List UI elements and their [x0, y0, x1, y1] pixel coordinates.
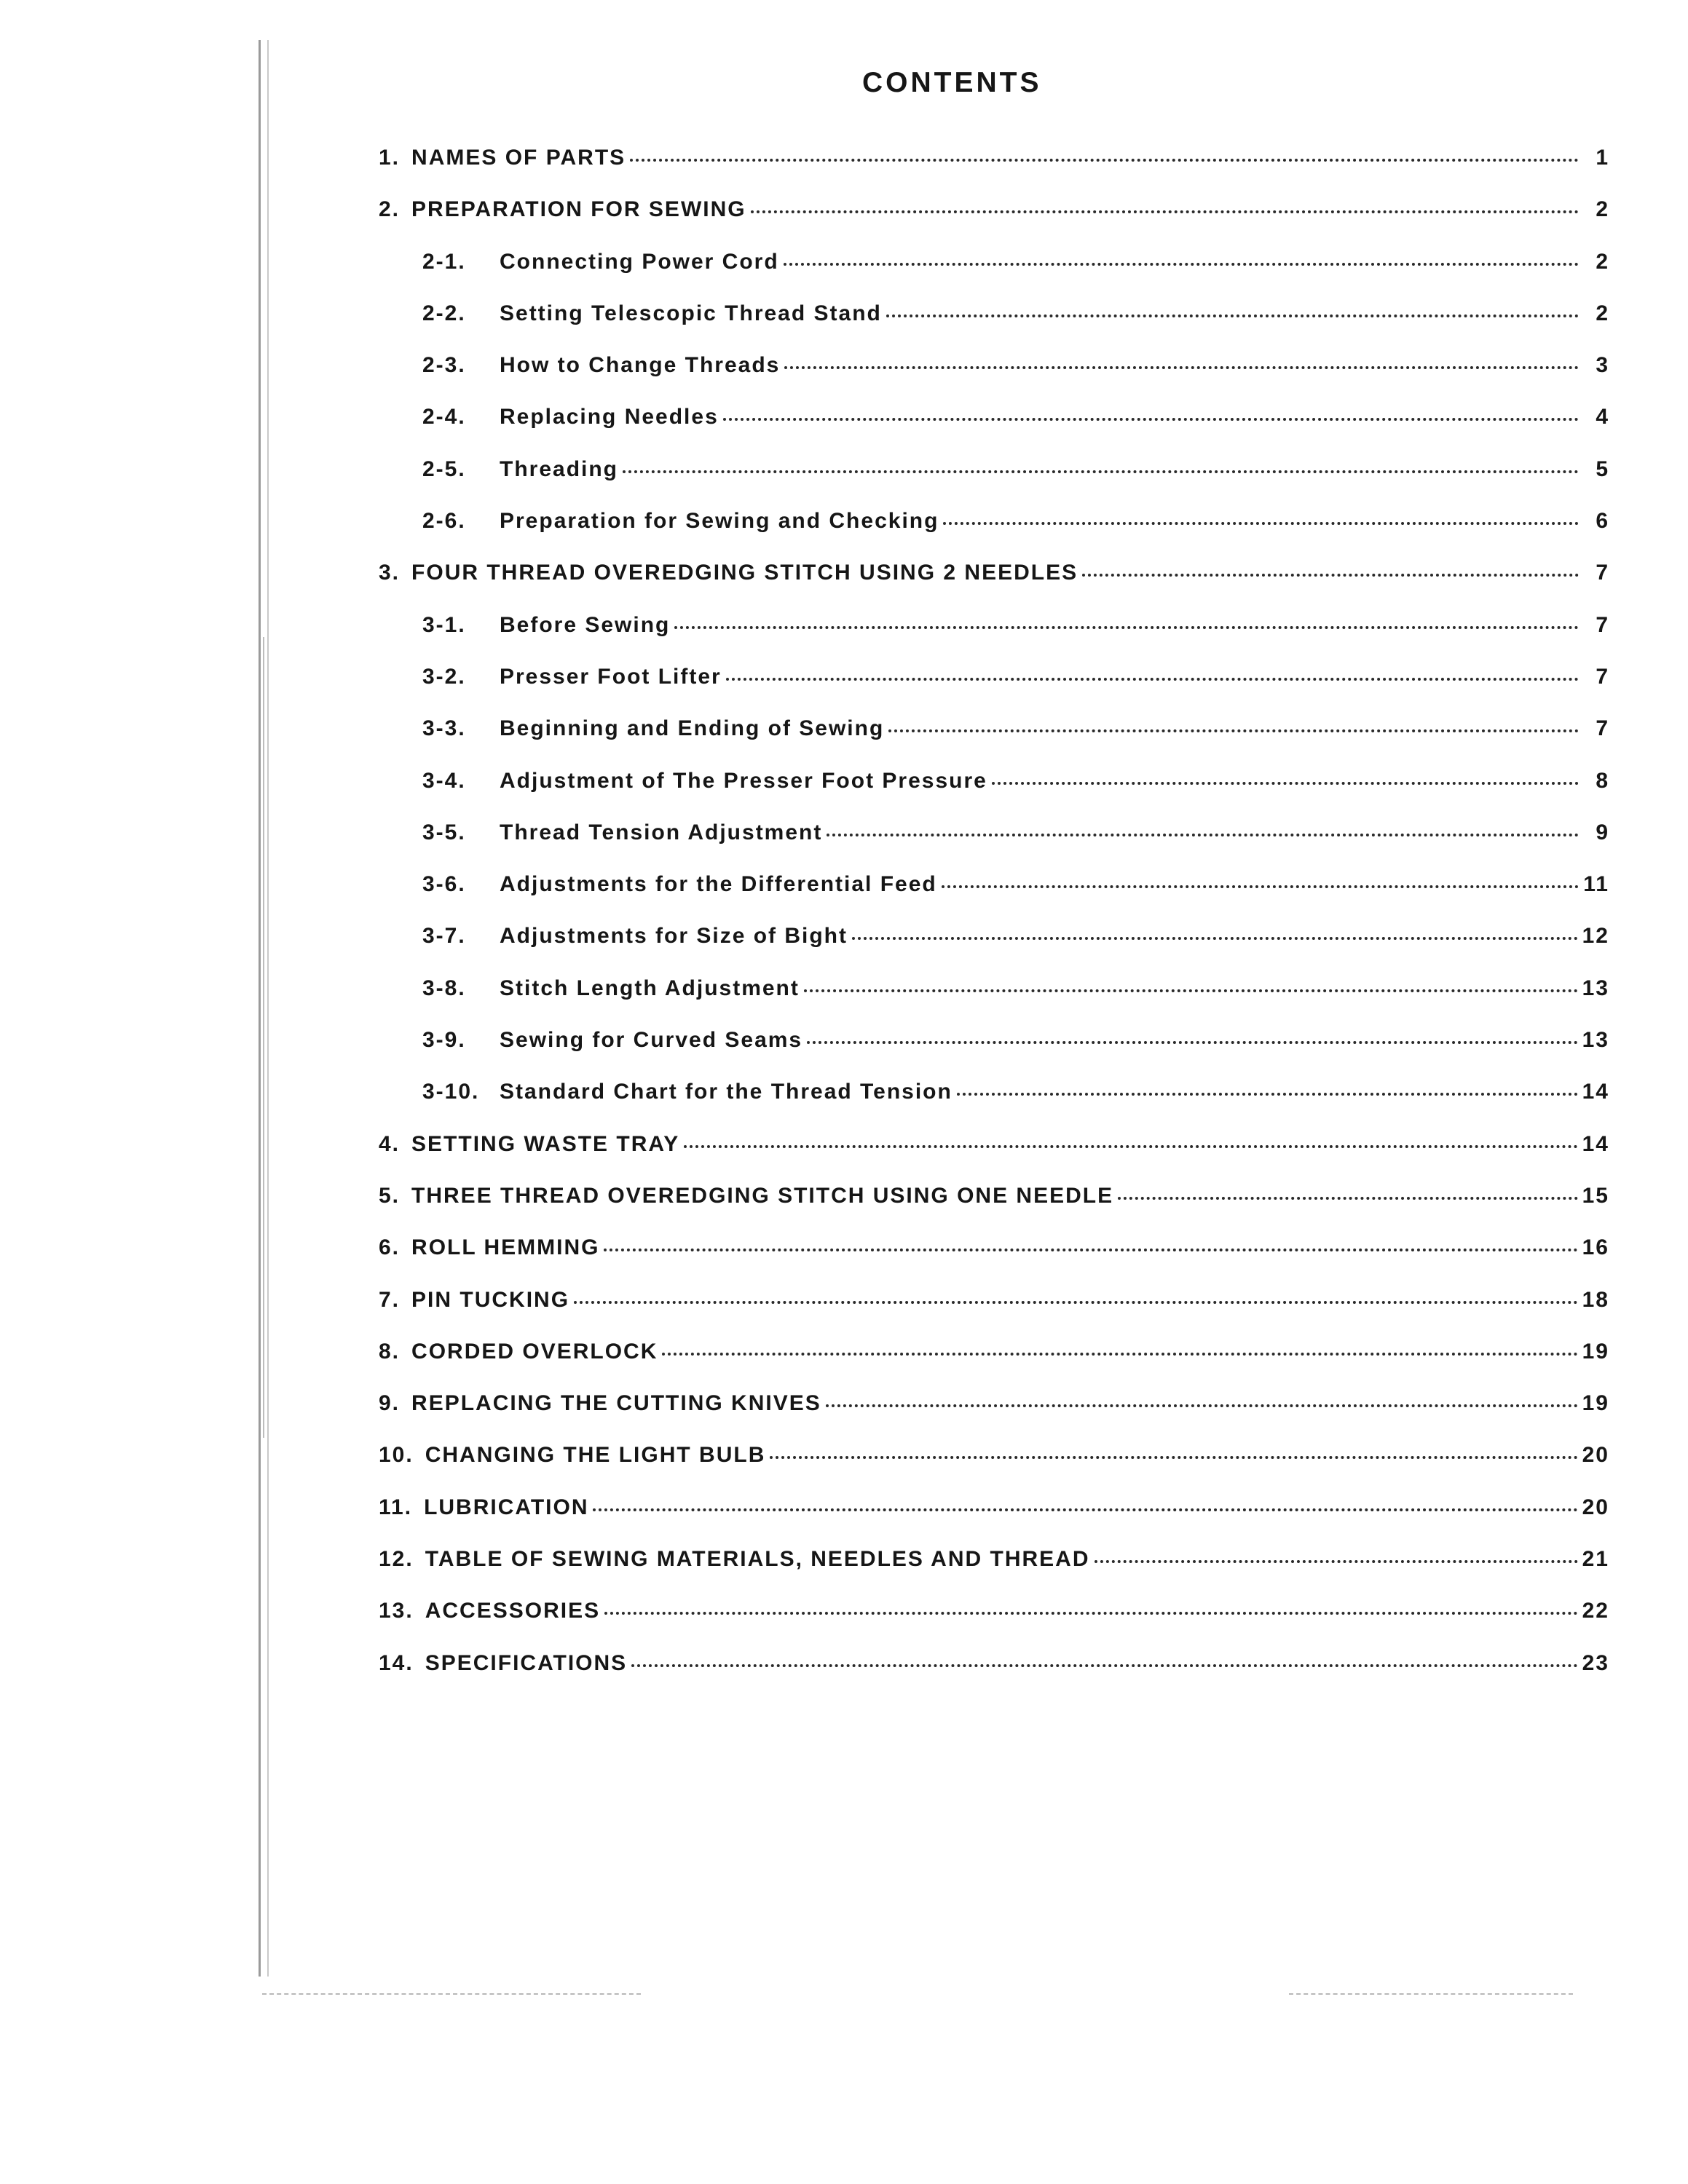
toc-entry[interactable] [379, 1651, 1609, 1703]
toc-entry-number: 3-3. [422, 716, 466, 741]
dot-leader [630, 159, 1579, 162]
toc-entry[interactable] [379, 457, 1609, 509]
toc-entry-label: Replacing Needles [500, 405, 719, 430]
toc-entry-label: Sewing for Curved Seams [500, 1028, 803, 1053]
toc-entry-label: THREE THREAD OVEREDGING STITCH USING ONE NEEDLE [411, 1183, 1114, 1208]
dot-leader [826, 1404, 1578, 1407]
dot-leader [662, 1353, 1577, 1356]
toc-entry-number: 6. [379, 1235, 401, 1260]
toc-entry-number: 13. [379, 1599, 414, 1623]
toc-entry[interactable] [379, 1080, 1609, 1131]
toc-entry-number: 3-5. [422, 820, 466, 844]
toc-entry-number: 2-5. [422, 456, 466, 481]
toc-entry-number: 3-4. [422, 768, 466, 793]
dot-leader [957, 1093, 1578, 1096]
toc-entry[interactable] [379, 1235, 1609, 1287]
dot-leader [770, 1456, 1577, 1459]
toc-entry-page-number: 2 [1596, 197, 1609, 222]
toc-entry[interactable] [379, 197, 1609, 249]
toc-entry-page-number: 4 [1596, 405, 1609, 430]
dot-leader [623, 470, 1579, 473]
toc-entry[interactable] [379, 1340, 1609, 1391]
dot-leader [992, 782, 1579, 785]
toc-entry[interactable] [379, 976, 1609, 1028]
toc-entry-number: 3-8. [422, 976, 466, 1000]
toc-entry-number: 9. [379, 1391, 401, 1416]
toc-entry-number: 7. [379, 1287, 401, 1312]
toc-entry-page-number: 9 [1596, 820, 1609, 844]
dot-leader [723, 418, 1579, 421]
toc-entry-label: CHANGING THE LIGHT BULB [425, 1443, 766, 1468]
toc-entry-label: Preparation for Sewing and Checking [500, 509, 939, 534]
toc-entry[interactable] [379, 353, 1609, 405]
toc-entry-label: Adjustments for Size of Bight [500, 924, 848, 949]
toc-entry[interactable] [379, 1599, 1609, 1650]
toc-entry-label: REPLACING THE CUTTING KNIVES [411, 1391, 821, 1416]
toc-entry-page-number: 16 [1582, 1235, 1609, 1260]
dot-leader [674, 626, 1579, 629]
dot-leader [684, 1145, 1577, 1148]
toc-entry-label: PIN TUCKING [411, 1287, 570, 1312]
toc-entry[interactable] [379, 1132, 1609, 1184]
toc-entry-page-number: 19 [1582, 1339, 1609, 1364]
toc-entry-label: NAMES OF PARTS [411, 146, 626, 170]
toc-entry[interactable] [379, 250, 1609, 301]
page-binding-edge [259, 40, 269, 1977]
toc-entry[interactable] [379, 1391, 1609, 1443]
toc-entry-number: 10. [379, 1443, 414, 1468]
toc-entry-number: 1. [379, 146, 401, 170]
table-of-contents [379, 146, 1609, 1703]
toc-entry-label: Beginning and Ending of Sewing [500, 716, 885, 741]
toc-entry-label: How to Change Threads [500, 353, 781, 378]
toc-entry-label: Threading [500, 456, 619, 481]
toc-entry-label: CORDED OVERLOCK [411, 1339, 658, 1364]
toc-entry[interactable] [379, 1028, 1609, 1080]
dot-leader [1082, 574, 1579, 577]
toc-entry-page-number: 23 [1582, 1650, 1609, 1675]
scan-edge-right [1289, 1993, 1573, 1995]
toc-entry-label: Adjustment of The Presser Foot Pressure [500, 768, 987, 793]
toc-entry-page-number: 20 [1582, 1495, 1609, 1519]
toc-entry-number: 3-2. [422, 664, 466, 689]
dot-leader [1095, 1560, 1578, 1563]
toc-entry-label: ACCESSORIES [425, 1599, 601, 1623]
toc-entry-page-number: 5 [1596, 456, 1609, 481]
toc-entry-label: Stitch Length Adjustment [500, 976, 800, 1000]
toc-entry-label: Setting Telescopic Thread Stand [500, 301, 882, 325]
toc-entry[interactable] [379, 1184, 1609, 1235]
toc-entry-number: 3-1. [422, 612, 466, 637]
toc-entry-number: 3-9. [422, 1028, 466, 1053]
toc-entry[interactable] [379, 1495, 1609, 1547]
toc-entry-number: 5. [379, 1183, 401, 1208]
toc-entry-number: 14. [379, 1650, 414, 1675]
dot-leader [604, 1612, 1578, 1615]
toc-entry-page-number: 7 [1596, 561, 1609, 585]
toc-entry-page-number: 14 [1582, 1080, 1609, 1104]
toc-entry[interactable] [379, 301, 1609, 353]
toc-entry-page-number: 11 [1583, 872, 1609, 897]
toc-entry[interactable] [379, 405, 1609, 456]
toc-entry-page-number: 7 [1596, 716, 1609, 741]
toc-entry-page-number: 14 [1582, 1131, 1609, 1156]
toc-entry[interactable] [379, 716, 1609, 768]
toc-entry-number: 2-6. [422, 509, 466, 534]
toc-entry-page-number: 2 [1596, 249, 1609, 274]
toc-entry[interactable] [379, 613, 1609, 665]
toc-entry[interactable] [379, 872, 1609, 924]
toc-entry-page-number: 7 [1596, 612, 1609, 637]
toc-entry-number: 11. [379, 1495, 413, 1519]
dot-leader [942, 885, 1579, 888]
dot-leader [943, 522, 1579, 525]
toc-entry-page-number: 15 [1582, 1183, 1609, 1208]
dot-leader [631, 1664, 1577, 1667]
dot-leader [726, 678, 1579, 681]
dot-leader [807, 1041, 1578, 1044]
toc-entry-page-number: 7 [1596, 664, 1609, 689]
toc-entry[interactable] [379, 1443, 1609, 1495]
toc-entry-number: 3-6. [422, 872, 466, 897]
toc-entry-page-number: 19 [1582, 1391, 1609, 1416]
dot-leader [886, 314, 1579, 317]
toc-entry-page-number: 6 [1596, 509, 1609, 534]
dot-leader [574, 1301, 1578, 1304]
toc-entry[interactable] [379, 1288, 1609, 1340]
toc-entry-label: Connecting Power Cord [500, 249, 779, 274]
toc-entry-number: 3-10. [422, 1080, 480, 1104]
toc-entry-page-number: 13 [1582, 976, 1609, 1000]
toc-entry[interactable] [379, 561, 1609, 612]
toc-entry-page-number: 8 [1596, 768, 1609, 793]
toc-entry[interactable] [379, 509, 1609, 561]
toc-entry-label: SETTING WASTE TRAY [411, 1131, 680, 1156]
toc-entry-number: 3-7. [422, 924, 466, 949]
dot-leader [852, 937, 1578, 940]
toc-entry[interactable] [379, 820, 1609, 872]
toc-entry[interactable] [379, 924, 1609, 976]
toc-entry-label: ROLL HEMMING [411, 1235, 600, 1260]
toc-entry-label: TABLE OF SEWING MATERIALS, NEEDLES AND THREAD [425, 1547, 1090, 1572]
toc-entry-label: PREPARATION FOR SEWING [411, 197, 746, 222]
toc-entry-page-number: 1 [1596, 146, 1609, 170]
toc-entry-number: 2-3. [422, 353, 466, 378]
toc-entry-label: SPECIFICATIONS [425, 1650, 628, 1675]
toc-entry-number: 2-4. [422, 405, 466, 430]
toc-entry[interactable] [379, 769, 1609, 820]
toc-entry-number: 2. [379, 197, 401, 222]
toc-entry-number: 8. [379, 1339, 401, 1364]
toc-entry-label: Before Sewing [500, 612, 671, 637]
toc-entry-label: FOUR THREAD OVEREDGING STITCH USING 2 NEEDLES [411, 561, 1078, 585]
toc-entry-label: Adjustments for the Differential Feed [500, 872, 937, 897]
toc-entry[interactable] [379, 146, 1609, 197]
toc-entry-label: Standard Chart for the Thread Tension [500, 1080, 953, 1104]
toc-entry-page-number: 2 [1596, 301, 1609, 325]
dot-leader [593, 1508, 1577, 1511]
dot-leader [604, 1249, 1577, 1251]
toc-entry[interactable] [379, 665, 1609, 716]
dot-leader [784, 366, 1579, 369]
dot-leader [784, 263, 1579, 266]
scan-edge-left [262, 1993, 641, 1995]
dot-leader [1118, 1197, 1578, 1200]
toc-entry-page-number: 21 [1582, 1547, 1609, 1572]
toc-entry-number: 4. [379, 1131, 401, 1156]
dot-leader [888, 729, 1579, 732]
toc-entry-page-number: 3 [1596, 353, 1609, 378]
toc-entry-page-number: 18 [1582, 1287, 1609, 1312]
toc-entry-number: 2-2. [422, 301, 466, 325]
toc-entry-page-number: 12 [1582, 924, 1609, 949]
toc-entry-label: Presser Foot Lifter [500, 664, 722, 689]
toc-entry-number: 12. [379, 1547, 414, 1572]
dot-leader [827, 834, 1579, 836]
toc-entry-number: 3. [379, 561, 401, 585]
toc-entry-label: LUBRICATION [424, 1495, 589, 1519]
toc-entry[interactable] [379, 1547, 1609, 1599]
toc-entry-page-number: 22 [1582, 1599, 1609, 1623]
page-title: CONTENTS [862, 67, 1042, 98]
toc-entry-page-number: 13 [1582, 1028, 1609, 1053]
dot-leader [751, 210, 1579, 213]
dot-leader [804, 989, 1578, 992]
toc-entry-label: Thread Tension Adjustment [500, 820, 823, 844]
toc-entry-number: 2-1. [422, 249, 466, 274]
toc-entry-page-number: 20 [1582, 1443, 1609, 1468]
